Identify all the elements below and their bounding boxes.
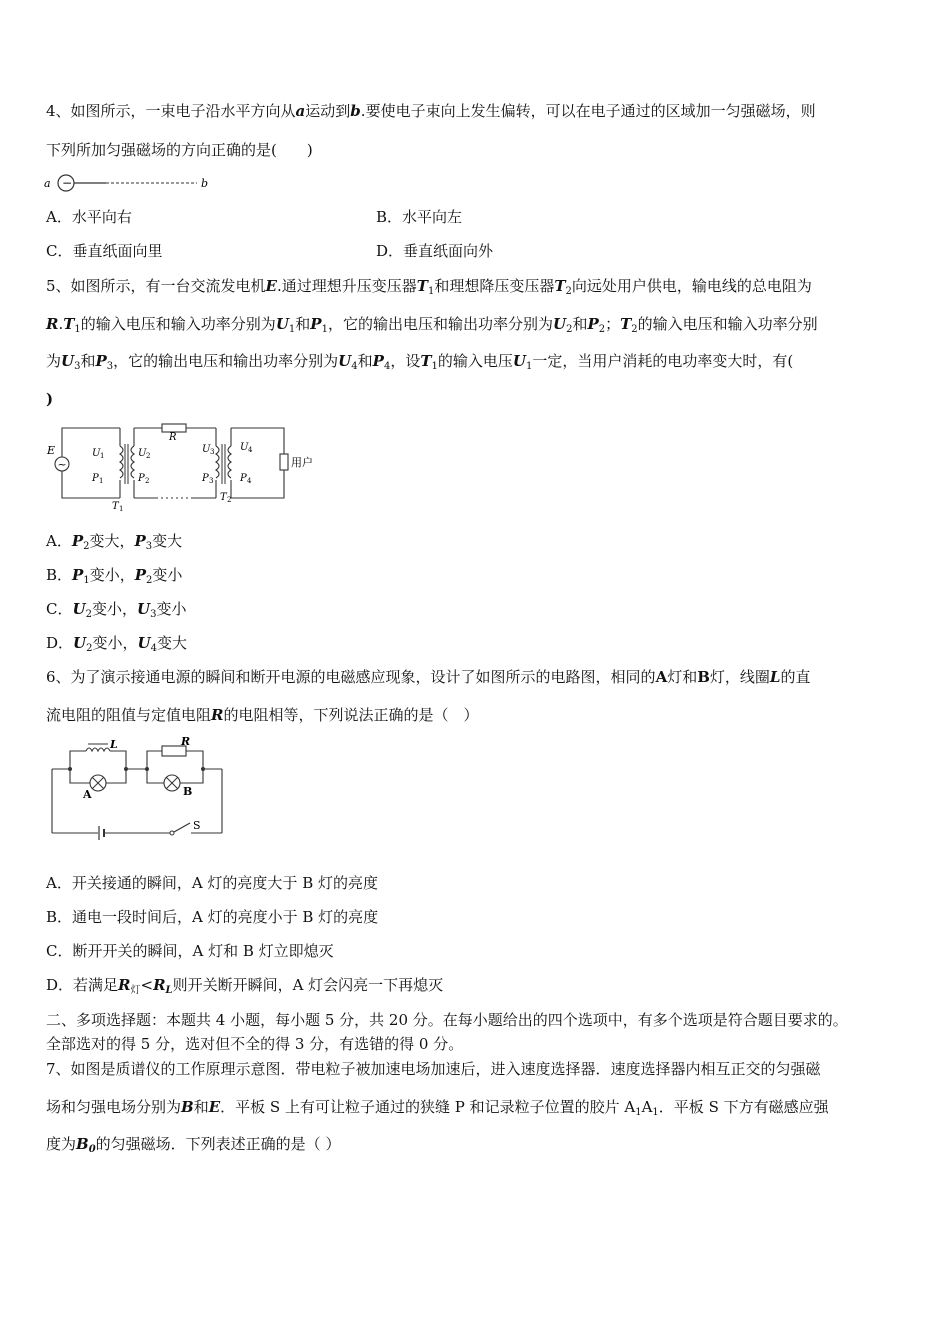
svg-text:S: S (193, 819, 201, 832)
svg-text:U: U (138, 448, 147, 459)
svg-text:P: P (202, 473, 209, 484)
q6-stem-line2: 流电阻的阻值与定值电阻R的电阻相等，下列说法正确的是（ ） (46, 706, 479, 724)
svg-text:P: P (92, 473, 99, 484)
svg-text:3: 3 (209, 477, 214, 485)
q5-option-b: B．$P_1$变小，$P_2$变小 (46, 566, 183, 586)
q5-stem-line4: ) (46, 390, 54, 408)
svg-text:A: A (83, 788, 92, 801)
svg-text:3: 3 (210, 448, 215, 456)
q6-option-c: C．断开开关的瞬间，A 灯和 B 灯立即熄灭 (46, 942, 334, 960)
svg-text:R: R (181, 735, 191, 748)
q6-stem-line1: 6、为了演示接通电源的瞬间和断开电源的电磁感应现象，设计了如图所示的电路图，相同的A灯和B灯，线圈L的直 (46, 668, 811, 686)
q6-option-a: A．开关接通的瞬间，A 灯的亮度大于 B 灯的亮度 (46, 874, 378, 892)
q4-option-d: D．垂直纸面向外 (376, 242, 494, 260)
svg-text:1: 1 (119, 505, 124, 513)
q5-transformer-circuit (44, 418, 324, 513)
t1-primary-coil (120, 446, 123, 478)
user-load (280, 454, 288, 470)
svg-text:4: 4 (248, 446, 253, 454)
svg-text:T: T (220, 492, 227, 503)
q5-stem-line3: 为$U_3$和$P_3$，它的输出电压和输出功率分别为$U_4$和$P_4$，设$T_1$的输入电压$U_1$一定，当用户消耗的电功率变大时，有( (46, 352, 794, 372)
q7-stem-line3: 度为$B_0$的匀强磁场．下列表述正确的是（ ） (46, 1135, 341, 1155)
q4-option-a: A．水平向右 (46, 208, 132, 226)
svg-text:2: 2 (227, 496, 232, 504)
q5-stem-line1: 5、如图所示，有一台交流发电机E.通过理想升压变压器$T_1$和理想降压变压器$T_2$向远处用户供电，输电线的总电阻为 (46, 277, 812, 297)
svg-text:用户: 用户 (291, 456, 313, 469)
svg-text:1: 1 (99, 477, 104, 485)
svg-text:P: P (240, 473, 247, 484)
coil-l-icon (86, 748, 110, 751)
q6-option-d: D．若满足$R_灯<R_L$则开关断开瞬间，A 灯会闪亮一下再熄灭 (46, 976, 444, 996)
q7-stem-line1: 7、如图是质谱仪的工作原理示意图．带电粒子被加速电场加速后，进入速度选择器．速度选择器内相互正交的匀强磁 (46, 1060, 821, 1078)
q6-option-b: B．通电一段时间后，A 灯的亮度小于 B 灯的亮度 (46, 908, 379, 926)
svg-text:2: 2 (145, 477, 150, 485)
q5-option-c: C．$U_2$变小，$U_3$变小 (46, 600, 187, 620)
svg-text:1: 1 (100, 452, 105, 460)
svg-text:E: E (47, 444, 56, 457)
svg-text:T: T (112, 501, 119, 512)
svg-text:U: U (92, 448, 101, 459)
electron-minus: − (62, 176, 73, 190)
svg-text:R: R (169, 432, 177, 443)
t1-secondary-coil (131, 446, 134, 478)
q4-option-b: B．水平向左 (376, 208, 463, 226)
switch-s-icon (174, 823, 190, 832)
q4-electron-figure (44, 172, 214, 194)
q5-option-d: D．$U_2$变小，$U_4$变大 (46, 634, 187, 654)
svg-text:2: 2 (146, 452, 151, 460)
q5-stem-line2: $R.T_1$的输入电压和输入功率分别为$U_1$和$P_1$，它的输出电压和输出功率分别为$U_2$和$P_2$；$T_2$的输入电压和输入功率分别 (46, 315, 818, 335)
svg-text:4: 4 (247, 477, 252, 485)
q6-circuit-figure (50, 737, 235, 839)
point-a-label: a (44, 177, 51, 190)
svg-text:U: U (240, 442, 249, 453)
q7-stem-line2: 场和匀强电场分别为B和E．平板 S 上有可让粒子通过的狭缝 P 和记录粒子位置的胶片 $A_1A_1$．平板 S 下方有磁感应强 (46, 1098, 829, 1118)
q4-option-c: C．垂直纸面向里 (46, 242, 163, 260)
t2-secondary-coil (228, 446, 231, 478)
t2-primary-coil (216, 446, 219, 478)
svg-text:B: B (183, 785, 193, 798)
line-resistor-r (162, 424, 186, 432)
svg-text:~: ~ (57, 458, 67, 471)
svg-text:L: L (110, 738, 118, 751)
svg-text:P: P (138, 473, 145, 484)
q4-stem-line1: 4、如图所示，一束电子沿水平方向从a运动到b.要使电子束向上发生偏转，可以在电子通过的区域加一匀强磁场，则 (46, 102, 816, 120)
point-b-label: b (201, 177, 209, 190)
section2-heading-line1: 二、多项选择题：本题共 4 小题，每小题 5 分，共 20 分。在每小题给出的四个选项中，有多个选项是符合题目要求的。 (46, 1011, 848, 1029)
q4-stem-line2: 下列所加匀强磁场的方向正确的是( ) (46, 141, 313, 159)
svg-text:U: U (202, 444, 211, 455)
section2-heading-line2: 全部选对的得 5 分，选对但不全的得 3 分，有选错的得 0 分。 (46, 1035, 464, 1053)
q5-option-a: A．$P_2$变大，$P_3$变大 (46, 532, 183, 552)
